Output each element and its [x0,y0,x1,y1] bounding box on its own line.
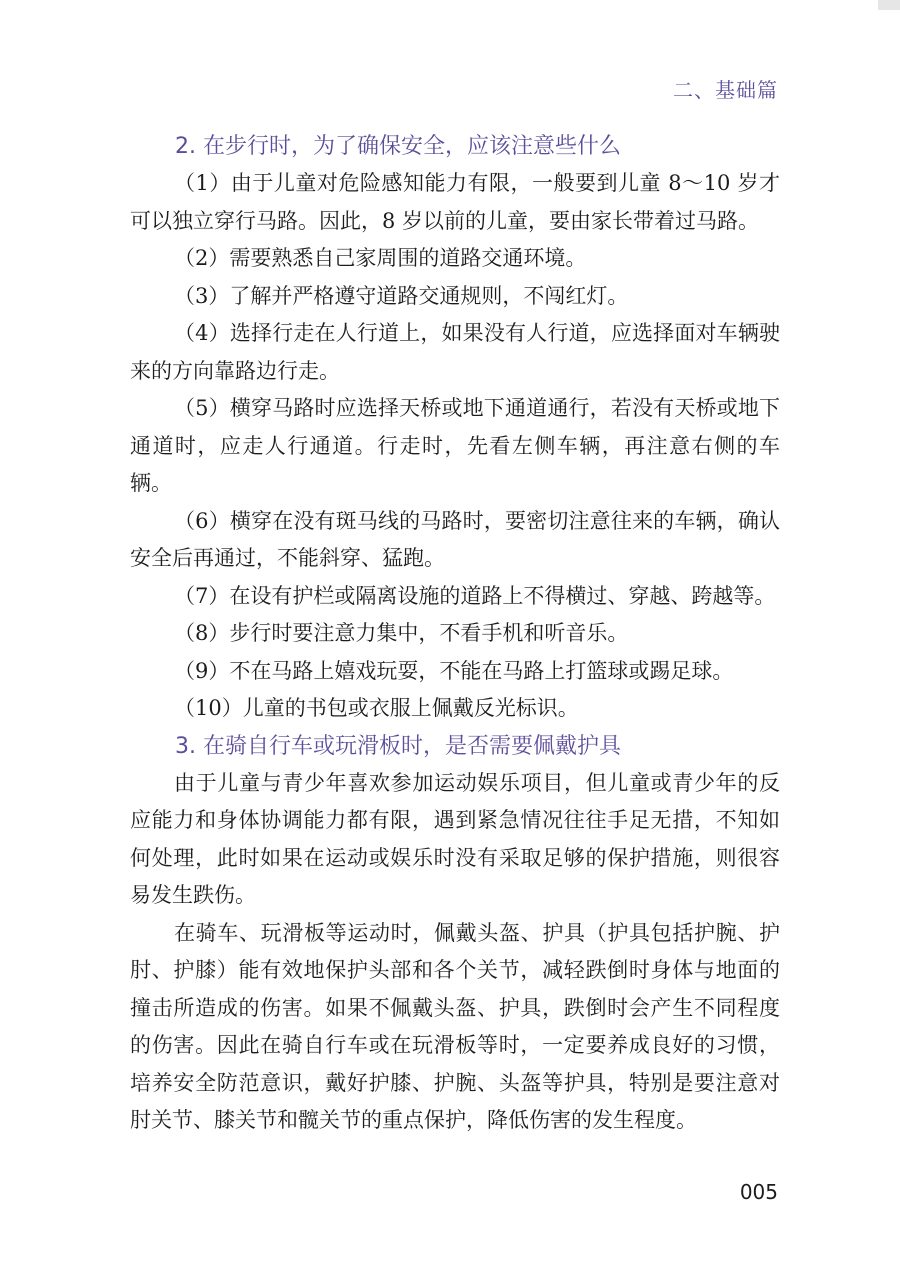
paragraph: （1）由于儿童对危险感知能力有限，一般要到儿童 8～10 岁才可以独立穿行马路。因此，8 岁以前的儿童，要由家长带着过马路。 [130,171,780,233]
paragraph: （6）横穿在没有斑马线的马路时，要密切注意往来的车辆，确认安全后再通过，不能斜穿、猛跑。 [130,508,780,570]
paragraph: （5）横穿马路时应选择天桥或地下通道通行，若没有天桥或地下通道时，应走人行通道。行走时，先看左侧车辆，再注意右侧的车辆。 [130,396,780,495]
paragraph: （9）不在马路上嬉戏玩耍，不能在马路上打篮球或踢足球。 [174,658,734,683]
paragraph: （7）在设有护栏或隔离设施的道路上不得横过、穿越、跨越等。 [174,583,776,608]
paragraph: 在骑车、玩滑板等运动时，佩戴头盔、护具（护具包括护腕、护肘、护膝）能有效地保护头部和各个关节，减轻跌倒时身体与地面的撞击所造成的伤害。如果不佩戴头盔、护具，跌倒时会产生不同程度的伤害。因此在骑自行车或在玩滑板等时，一定要养成良好的习惯，培养安全防范意识，戴好护膝、护腕、头盔等护具，特别是要注意对肘关节、膝关节和髋关节的重点保护，降低伤害的发生程度。 [130,920,780,1132]
section-heading-protective-gear: 3. 在骑自行车或玩滑板时，是否需要佩戴护具 [175,733,621,759]
paragraph: 由于儿童与青少年喜欢参加运动娱乐项目，但儿童或青少年的反应能力和身体协调能力都有限，遇到紧急情况往往手足无措，不知如何处理，此时如果在运动或娱乐时没有采取足够的保护措施，则很容易发生跌伤。 [130,770,780,907]
page-number: 005 [739,1180,778,1204]
paragraph: （2）需要熟悉自己家周围的道路交通环境。 [174,246,587,270]
paragraph: （8）步行时要注意力集中，不看手机和听音乐。 [174,621,629,645]
corner-mark [878,0,900,10]
paragraph: （4）选择行走在人行道上，如果没有人行道，应选择面对车辆驶来的方向靠路边行走。 [130,321,780,383]
section-heading-walking: 2. 在步行时，为了确保安全，应该注意些什么 [175,134,621,159]
running-header: 二、基础篇 [673,78,778,102]
paragraph: （10）儿童的书包或衣服上佩戴反光标识。 [174,696,579,720]
page-body [130,128,780,1140]
paragraph: （3）了解并严格遵守道路交通规则，不闯红灯。 [174,283,629,308]
